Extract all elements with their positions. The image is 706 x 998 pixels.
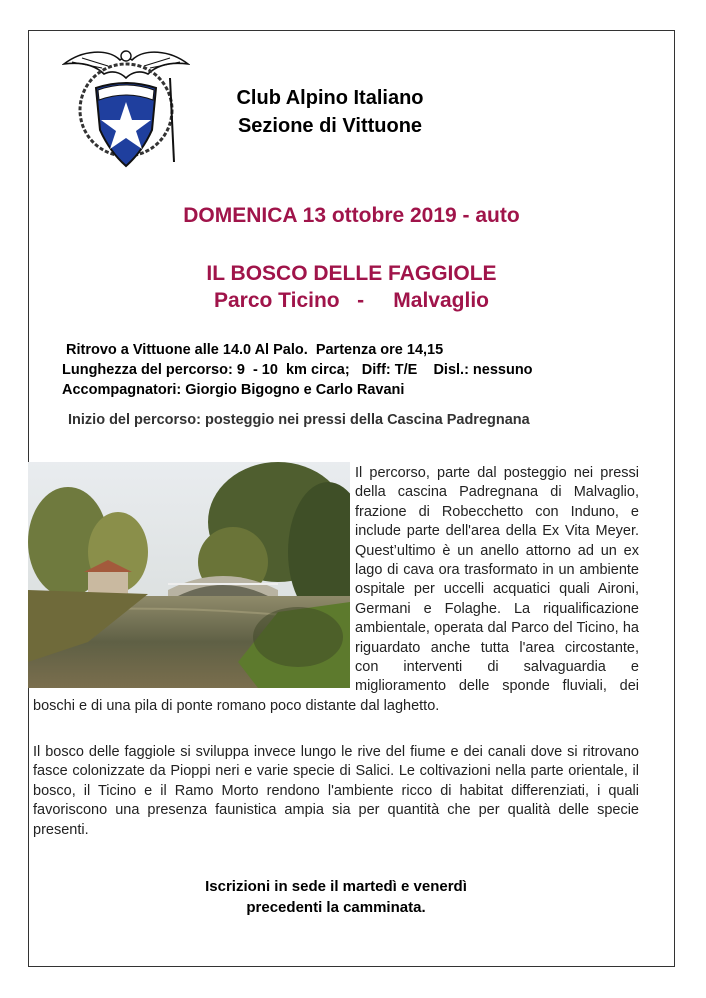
club-name-line1: Club Alpino Italiano bbox=[236, 87, 424, 109]
signup-line1: Iscrizioni in sede il martedì e venerdì bbox=[205, 878, 467, 895]
details-length: Lunghezza del percorso: 9 - 10 km circa; Diff: T/E Disl.: nessuno bbox=[62, 362, 533, 378]
signup-line2: precedenti la camminata. bbox=[246, 899, 426, 916]
description-paragraph-2: Il bosco delle faggiole si sviluppa invece lungo le rive del fiume e dei canali dove si ritrovano fasce colonizzate da Pioppi neri e varie specie di Salici. Le coltivazioni nella parte orientale, il bosco, il Ticino e il Ramo Morto rendono l'ambiente ricco di habitat differenziati, i quali favoriscono una presenza faunistica ampia sia per quantità che per qualità delle specie presenti. bbox=[33, 744, 639, 838]
signup-info bbox=[28, 876, 644, 918]
description-text-1: Il percorso, parte dal posteggio nei pressi della cascina Padregnana di Malvaglio, frazione di Robecchetto con Induno, e include parte dell'area della Ex Vita Meyer. Quest’ultimo è un anello attorno ad un ex lago di cava ora trasformato in un ambiente ospitale per uccelli acquatici quali Aironi, Germani e Folaghe. La riqualificazione ambientale, operata dal Parco del Ticino, ha riguardato anche tutta l'area circostante, con interventi di salvaguardia e miglioramento delle sponde fluviali, dei boschi e di una pila di ponte romano poco distante dal laghetto. bbox=[33, 465, 639, 714]
route-start: Inizio del percorso: posteggio nei pressi della Cascina Padregnana bbox=[68, 412, 530, 428]
details-meeting: Ritrovo a Vittuone alle 14.0 Al Palo. Partenza ore 14,15 bbox=[62, 342, 444, 358]
club-name-line2: Sezione di Vittuone bbox=[237, 115, 423, 137]
event-date: DOMENICA 13 ottobre 2019 - auto bbox=[183, 204, 520, 227]
cai-eagle-logo bbox=[62, 44, 190, 172]
event-title bbox=[28, 260, 675, 314]
description-paragraph-1 bbox=[33, 464, 639, 716]
event-title-line2: Parco Ticino - Malvaglio bbox=[213, 289, 489, 312]
event-details bbox=[62, 340, 533, 400]
event-title-line1: IL BOSCO DELLE FAGGIOLE bbox=[206, 262, 497, 285]
club-name bbox=[190, 84, 470, 140]
details-guides: Accompagnatori: Giorgio Bigogno e Carlo Ravani bbox=[62, 382, 405, 398]
